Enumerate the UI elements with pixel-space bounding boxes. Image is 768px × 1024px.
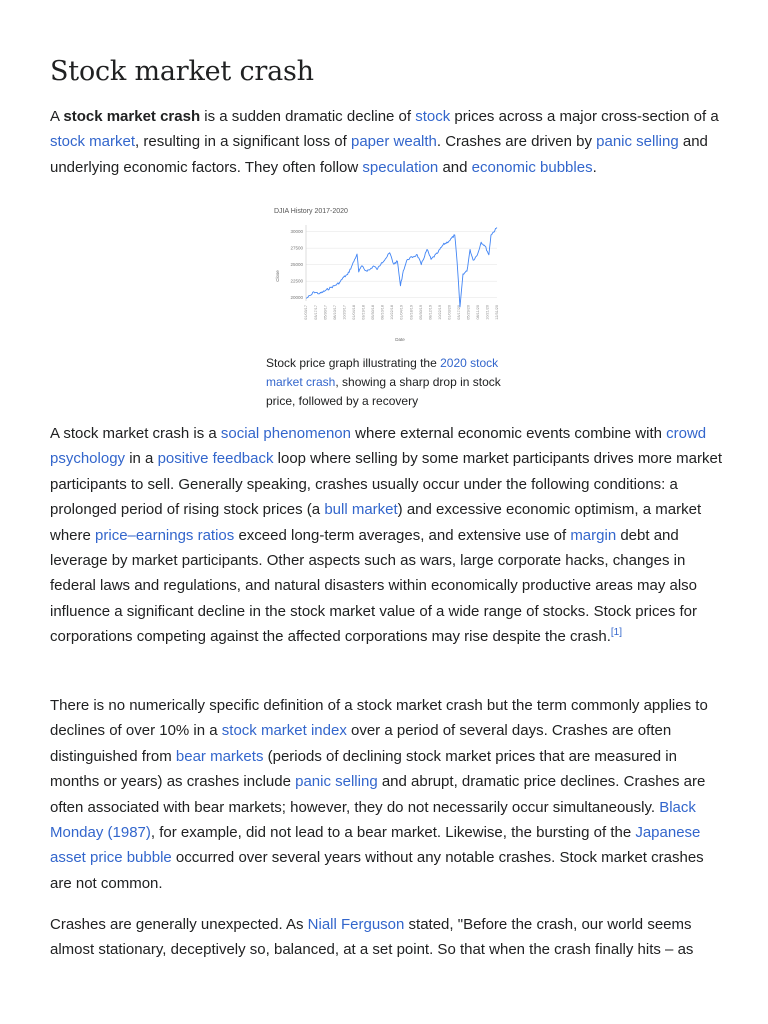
- chart-container: [266, 201, 502, 346]
- link-margin[interactable]: margin: [570, 526, 617, 544]
- x-tick-label: 03/17/20: [457, 305, 461, 320]
- text-span: A: [50, 108, 64, 125]
- x-tick-label: 01/03/20: [447, 305, 452, 320]
- link-stock[interactable]: stock: [415, 108, 451, 125]
- link-economic-bubbles[interactable]: economic bubbles: [471, 158, 593, 176]
- intro-paragraph: [50, 104, 722, 180]
- figure-djia-chart[interactable]: [266, 201, 502, 346]
- link-2020-stock-market-crash[interactable]: 2020 stock market crash: [266, 356, 499, 389]
- page-title: Stock market crash: [50, 56, 314, 87]
- chart-ylabel: Close: [275, 270, 280, 282]
- link-japanese-asset-price-bubble[interactable]: Japanese asset price bubble: [50, 824, 701, 867]
- caption-text: , showing a sharp drop in stock price, followed by a recovery: [266, 375, 501, 408]
- x-tick-label: 01/03/17: [304, 305, 309, 320]
- text-span: There is no numerically specific definition of a stock market crash but the term commonly applies to declines of over 10% in a: [50, 697, 708, 740]
- link-panic-selling-2[interactable]: panic selling: [295, 773, 378, 791]
- figure-caption: [266, 354, 506, 411]
- x-tick-label: 08/11/20: [476, 305, 481, 320]
- text-span: Crashes are generally unexpected. As: [50, 916, 308, 933]
- text-span: is a sudden dramatic decline of: [200, 108, 416, 125]
- chart-series-line: [306, 228, 497, 307]
- reference-link[interactable]: [1]: [610, 627, 622, 639]
- text-span: , for example, did not lead to a bear market. Likewise, the bursting of the: [150, 824, 636, 842]
- text-span: A stock market crash is a: [50, 425, 221, 442]
- link-panic-selling[interactable]: panic selling: [596, 133, 679, 151]
- text-span: where external economic events combine with: [350, 425, 667, 442]
- text-span: (periods of declining stock market prices that are measured in months or years) as crashes include: [50, 747, 677, 791]
- text-span: and: [438, 158, 472, 176]
- link-bull-market[interactable]: bull market: [324, 501, 398, 519]
- text-span: . Crashes are driven by: [436, 133, 597, 151]
- text-span: and abrupt, dramatic price declines. Crashes are often associated with bear markets; however, they do not necessarily occur simultaneously.: [50, 773, 706, 816]
- text-span: ) and excessive economic optimism, a market where: [50, 501, 702, 544]
- link-crowd-psychology[interactable]: crowd psychology: [50, 425, 707, 468]
- x-tick-label: 05/30/19: [418, 305, 423, 320]
- text-span: and underlying economic factors. They often follow: [50, 133, 708, 176]
- x-tick-label: 01/04/19: [399, 305, 404, 320]
- text-span: occurred over several years without any notable crashes. Stock market crashes are not common.: [50, 849, 704, 892]
- x-tick-label: 03/19/18: [361, 305, 366, 320]
- text-span: debt and leverage by market participants. Other aspects such as wars, large corporate hacks, changes in federal laws and regulations, and natural disasters within economically productive areas may also influence a significant decline in the stock market value of a wide range of stocks. Stock prices for corporations competing against the affected corporations may rise despite the crash.: [50, 526, 698, 646]
- link-stock-market[interactable]: stock market: [50, 133, 136, 151]
- y-tick-label: 22500: [290, 278, 303, 284]
- caption-text: Stock price graph illustrating the: [266, 356, 441, 370]
- x-tick-label: 05/30/17: [323, 305, 328, 320]
- x-tick-label: 10/21/20: [485, 305, 490, 320]
- bold-term: stock market crash: [63, 108, 201, 125]
- link-price-earnings-ratios[interactable]: price–earnings ratios: [95, 526, 235, 544]
- x-tick-label: 05/30/18: [371, 305, 376, 320]
- text-span: exceed long-term averages, and extensive use of: [234, 526, 571, 544]
- reference-1: [611, 627, 622, 638]
- text-span: stated, "Before the crash, our world seems almost stationary, deceptively so, balanced, at a set point. So that when the crash finally hits – as: [50, 916, 694, 959]
- link-stock-market-index[interactable]: stock market index: [221, 722, 347, 740]
- x-tick-label: 10/20/17: [342, 305, 347, 320]
- x-tick-label: 05/29/20: [466, 305, 471, 320]
- text-span: in a: [125, 450, 158, 468]
- chart-y-ticks: [290, 229, 303, 300]
- body-paragraph-3: [50, 693, 722, 896]
- x-tick-label: 03/17/17: [313, 305, 318, 320]
- link-paper-wealth[interactable]: paper wealth: [350, 133, 437, 151]
- y-tick-label: 25000: [290, 262, 303, 268]
- y-tick-label: 30000: [290, 229, 303, 235]
- x-tick-label: 03/18/19: [409, 305, 414, 320]
- link-bear-markets[interactable]: bear markets: [175, 747, 264, 765]
- text-span: prices across a major cross-section of a: [450, 108, 719, 125]
- x-tick-label: 12/31/20: [495, 305, 500, 320]
- x-tick-label: 10/22/18: [390, 305, 395, 320]
- x-tick-label: 08/10/18: [380, 305, 385, 320]
- x-tick-label: 10/22/19: [437, 305, 442, 320]
- y-tick-label: 27500: [290, 245, 303, 251]
- djia-line-chart: [266, 201, 502, 346]
- text-span: .: [592, 158, 597, 176]
- x-tick-label: 01/04/18: [351, 305, 356, 320]
- body-paragraph-2: [50, 421, 722, 650]
- y-tick-label: 20000: [290, 295, 303, 301]
- x-tick-label: 08/12/19: [428, 305, 433, 320]
- chart-xlabel: Date: [395, 337, 405, 342]
- text-span: , resulting in a significant loss of: [135, 133, 351, 151]
- chart-x-ticks: [304, 305, 499, 320]
- x-tick-label: 08/10/17: [332, 305, 337, 320]
- link-social-phenomenon[interactable]: social phenomenon: [220, 425, 351, 442]
- link-positive-feedback[interactable]: positive feedback: [157, 450, 274, 468]
- link-niall-ferguson[interactable]: Niall Ferguson: [307, 916, 405, 933]
- text-span: loop where selling by some market participants drives more market participants to sell. Generally speaking, crashes usually occur under the following conditions: a prolonged period of rising stock prices (a: [50, 450, 722, 519]
- link-speculation[interactable]: speculation: [362, 158, 439, 176]
- chart-title: DJIA History 2017-2020: [274, 208, 348, 215]
- link-black-monday[interactable]: Black Monday (1987): [50, 798, 696, 842]
- text-span: over a period of several days. Crashes are often distinguished from: [50, 722, 672, 765]
- body-paragraph-4: [50, 912, 722, 963]
